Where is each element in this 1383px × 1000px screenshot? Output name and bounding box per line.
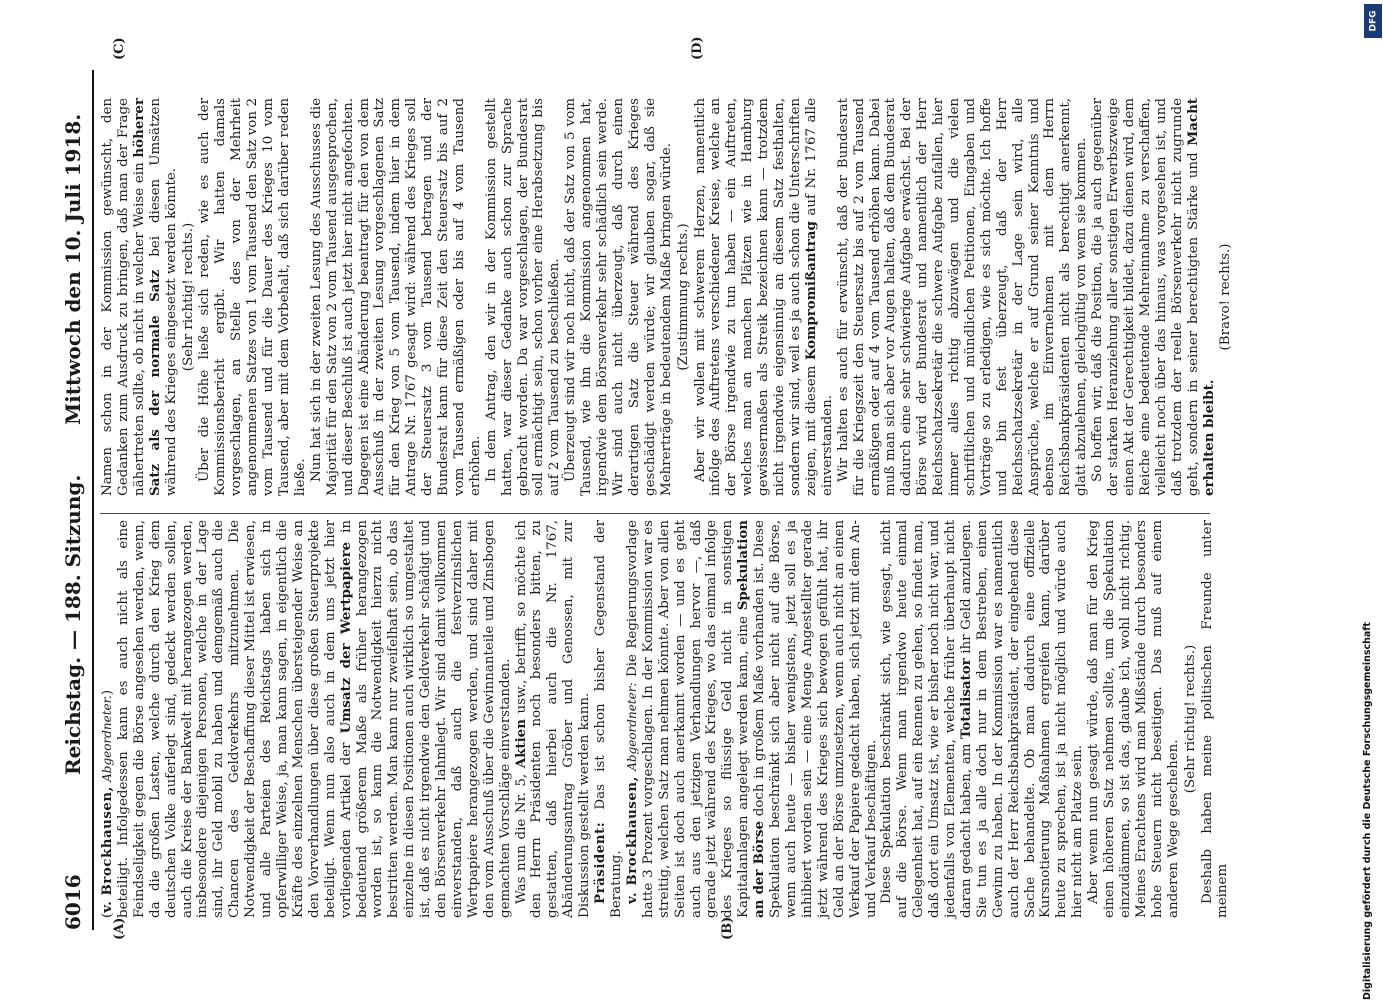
column-divider xyxy=(100,513,1210,514)
paragraph: In dem Antrag, den wir in der Kommission gestellt hatten, war dieser Gedanke auch schon zur Sprache gebracht worden. Da war vorgeschlagen, der Bundesrat soll ermächtigt sein, schon vorher eine Herabsetzung bis auf 2 vom Tausend zu beschließen. xyxy=(483,98,563,496)
dfg-logo: DFG xyxy=(1364,4,1382,38)
bold-term: Aktien xyxy=(512,719,529,769)
paragraph: Aber wir wollen mit schwerem Herzen, namentlich infolge des Auftretens verschiedener Kreise, welche an der Börse irgendwie zu tun haben — ein Auftreten, welches man an manchen Plätzen wie in Hamburg gewissermaßen als Streik bezeichnen kann — trotzdem nicht irgendwie eigensinnig an diesem Satz festhalten, sondern wir sind, weil es ja auch schon die Unterschriften zeigen, mit diesem Kompromißantrag auf Nr. 1767 alle einverstanden. xyxy=(692,98,835,496)
bold-term: Macht erhalten bleibt. xyxy=(1184,98,1217,496)
paragraph: Über die Höhe ließe sich reden, wie es auch der Kommissionsbericht ergibt. Wir hatten damals vorgeschlagen, an Stelle des von der Mehrheit angenommenen Satzes von 1 vom Tausend den Satz von 2 vom Tausend und für die Dauer des Krieges 10 vom Tausend, aber mit dem Vorbehalt, daß sich darüber reden ließe. xyxy=(197,98,308,496)
bold-term: Totalisator xyxy=(957,658,974,740)
applause-note: (Bravo! rechts.) xyxy=(1218,243,1234,351)
paragraph: Deshalb haben meine politischen Freunde unter meinem xyxy=(1199,520,1231,918)
page-number: 6016 xyxy=(61,874,85,930)
bold-term: Spekulation an der Börse xyxy=(735,520,768,918)
speaker-line: (v. Brockhausen, Abgeordneter.) xyxy=(99,689,115,918)
speaker-role: Abgeordneter. xyxy=(100,695,114,782)
paragraph: Überzeugt sind wir noch nicht, daß der Satz von 5 vom Tausend, wie ihn die Kommission angenommen hat, irgendwie dem Börsenverkehr sehr schädlich sein werde. Wir sind auch nicht überzeugt, daß durch einen derartigen Satz die Steuer während des Krieges geschädigt werden würde; wir glauben sogar, daß sie Mehrerträge in bedeutendem Maße bringen würde. xyxy=(563,98,674,496)
paragraph: beteiligt. Infolgedessen kann es auch nicht als eine Feindseligkeit gegen die Börse angesehen werden, wenn, da die großen Lasten, welche durch den Krieg dem deutschen Volke auferlegt sind, gedeckt werden sollen, auch die Kreise der Bankwelt mit herangezogen werden, insbesondere diejenigen Personen, welche in der Lage sind, ihr Geld mobil zu haben und demgemäß auch die Chancen des Geldverkehrs mitzunehmen. Die Notwendigkeit der Beschaffung dieser Mittel ist erwiesen, und alle Parteien des Reichstags haben sich in opferwilliger Weise, ja, man kann sagen, in eigentlich die Kräfte des einzelnen Menschen übersteigender Weise an den Vorverhandlungen über diese großen Steuerprojekte beteiligt. Wenn nun also auch in dem uns jetzt hier vorliegenden Artikel der Umsatz der Wertpapiere in bedeutend größerem Maße als früher herangezogen worden ist, so kann die Notwendigkeit hierzu nicht bestritten werden. Man kann nur zweifelhaft sein, ob das einzelne in diesen Positionen auch wirklich so umgestaltet ist, daß es nicht irgendwie den Geldverkehr schädigt und den Börsenverkehr lahmlegt. Wir sind damit vollkommen einverstanden, daß auch die festverzinslichen Wertpapiere herangezogen werden, und sind daher mit den vom Ausschuß über die Gewinnanteile und Zinsbogen gemachten Vorschläge einverstanden. xyxy=(115,520,513,918)
speaker-name: v. Brockhausen, xyxy=(623,776,640,904)
paragraph: v. Brockhausen, Abgeordneter: Die Regierungsvorlage hatte 3 Prozent vorgeschlagen. In der Kommission war es streitig, welchen Satz man nehmen könnte. Aber von allen Seiten ist doch auch anerkannt worden — und es geht auch aus den jetzigen Verhandlungen hervor —, daß gerade jetzt während des Krieges, wo das einmal infolge des Krieges so flüssige Geld nicht in sonstigen Kapitalanlagen angelegt werden kann, eine Spekulation an der Börse doch in großem Maße vorhanden ist. Diese Spekulation beschränkt sich aber nicht auf die Börse, wenn auch heute — bisher wenigstens, jetzt soll es ja inhibiert worden sein — eine Menge Angestellter gerade jetzt während des Krieges sich bewogen gefühlt hat, ihr Geld an der Börse umzusetzen, wenn auch nicht an einen Verkauf der Papiere gedacht haben, sich jetzt mit dem An- und Verkauf beschäftigen. xyxy=(623,520,879,918)
paragraph: Namen schon in der Kommission gewünscht, den Gedanken zum Ausdruck zu bringen, daß man der Frage nähertreten sollte, ob nicht in welcher Weise ein höherer Satz als der normale Satz bei diesen Umsätzen während des Krieges eingesetzt werden könnte. xyxy=(100,98,179,496)
applause-note: (Sehr richtig! rechts.) xyxy=(180,222,196,372)
president-label: Präsident: xyxy=(592,821,609,904)
paragraph: Diese Spekulation beschränkt sich, wie gesagt, nicht auf die Börse. Wenn man irgendwo heute einmal Gelegenheit hat, auf ein Rennen zu gehen, so findet man, daß dort ein Umsatz ist, wie er bisher noch nicht war, und jedenfalls von Elementen, welche früher überhaupt nicht daran gedacht haben, am Totalisator ihr Geld anzulegen. Sie tun es ja alle doch nur in dem Bestreben, einen Gewinn zu haben. In der Kommission war es namentlich auch der Herr Reichsbankpräsident, der eingehend diese Sache behandelte. Ob man dadurch eine offizielle Kursnotierung Maßnahmen ergreifen kann, darüber heute zu sprechen, ist ja nicht möglich und würde auch hier nicht am Platze sein. xyxy=(879,519,1086,918)
margin-marker-a: (A) xyxy=(112,917,127,940)
margin-marker-c: (C) xyxy=(112,37,127,60)
header-rule xyxy=(92,70,94,930)
paragraph: Was nun die Nr. 5, Aktien usw., betrifft, so möchte ich den Herrn Präsidenten noch besonders bitten, zu gestatten, daß hierbei auch die Nr. 1767, Abänderungsantrag Gröber und Genossen, mit zur Diskussion gestellt werden kann. xyxy=(512,520,593,918)
header-left-title: Reichstag. — 188. Sitzung. xyxy=(61,474,85,775)
speaker-name: v. Brockhausen, xyxy=(99,786,115,913)
right-text-column xyxy=(100,98,1235,496)
margin-marker-b: (B) xyxy=(720,916,735,940)
digitization-credit: Digitalisierung gefördert durch die Deutsche Forschungsgemeinschaft xyxy=(1362,622,1373,1000)
paragraph: Wir halten es auch für erwünscht, daß der Bundesrat für die Kriegszeit den Steuersatz bis auf 2 vom Tausend ermäßigen oder auf 4 vom Tausend erhöhen kann. Dabei muß man sich aber vor Augen halten, daß dem Bundesrat dadurch eine sehr schwierige Aufgabe erwächst. Bei der Börse wird der Bundesrat und namentlich der Herr Reichsschatzsekretär die schwere Aufgabe zufallen, hier immer alles richtig abzuwägen und die vielen schriftlichen und mündlichen Petitionen, Eingaben und Vorträge so zu erledigen, wie es sich möchte. Ich hoffe und bin fest überzeugt, daß der Herr Reichsschatzsekretär in der Lage sein wird, alle Ansprüche, welche er auf Grund seiner Kenntnis und ebenso im Einvernehmen mit dem Herrn Reichsbankpräsidenten nicht als berechtigt anerkennt, glatt abzulehnen, gleichgültig von wem sie kommen. xyxy=(835,98,1090,496)
bold-term: höherer Satz als der normale Satz xyxy=(130,98,163,496)
left-text-column xyxy=(100,520,1231,918)
bold-term: Kompromißantrag xyxy=(802,221,819,361)
margin-marker-d: (D) xyxy=(690,36,705,60)
bold-term: Umsatz der Wertpapiere xyxy=(337,541,354,734)
page-header xyxy=(55,70,91,930)
applause-note: (Zustimmung rechts.) xyxy=(675,223,691,371)
president-remark: Präsident: Das ist schon bisher Gegenstand der Beratung. xyxy=(592,520,624,918)
paragraph: So hoffen wir, daß die Position, die ja auch gegenüber der starken Heranziehung aller sonstigen Erwerbszweige einen Akt der Gerechtigkeit bildet, dazu dienen wird, dem Reiche eine bedeutende Mehreinnahme zu verschaffen, vielleicht noch über das hinaus, was vorgesehen ist, und daß trotzdem der reelle Börsenverkehr nicht zugrunde geht, sondern in seiner berechtigten Stärke und Macht erhalten bleibt. xyxy=(1090,98,1217,496)
applause-note: (Sehr richtig! rechts.) xyxy=(1182,644,1198,794)
speaker-role: Abgeordneter: xyxy=(624,682,639,771)
header-right-title: Mittwoch den 10. Juli 1918. xyxy=(61,113,85,425)
paragraph: Nun hat sich in der zweiten Lesung des Ausschusses die Majorität für den Satz von 2 vom Tausend ausgesprochen, und dieser Beschluß ist auch jetzt hier nicht angefochten. Dagegen ist eine Abänderung beantragt für den von dem Ausschuß in der zweiten Lesung vorgeschlagenen Satz für den Krieg von 5 vom Tausend, indem hier in dem Antrage Nr. 1767 gesagt wird: während des Krieges soll der Steuersatz 3 vom Tausend betragen und der Bundesrat kann für diese Zeit den Steuersatz bis auf 2 vom Tausend ermäßigen oder bis auf 4 vom Tausend erhöhen. xyxy=(308,98,483,496)
paragraph: Aber wenn nun gesagt würde, daß man für den Krieg einen höheren Satz nehmen sollte, um die Spekulation einzudämmen, so ist das, glaube ich, wohl nicht richtig. Meines Erachtens wird man Mißstände durch besonders hohe Steuern nicht beseitigen. Das muß auf einem anderen Wege geschehen. xyxy=(1086,520,1181,918)
